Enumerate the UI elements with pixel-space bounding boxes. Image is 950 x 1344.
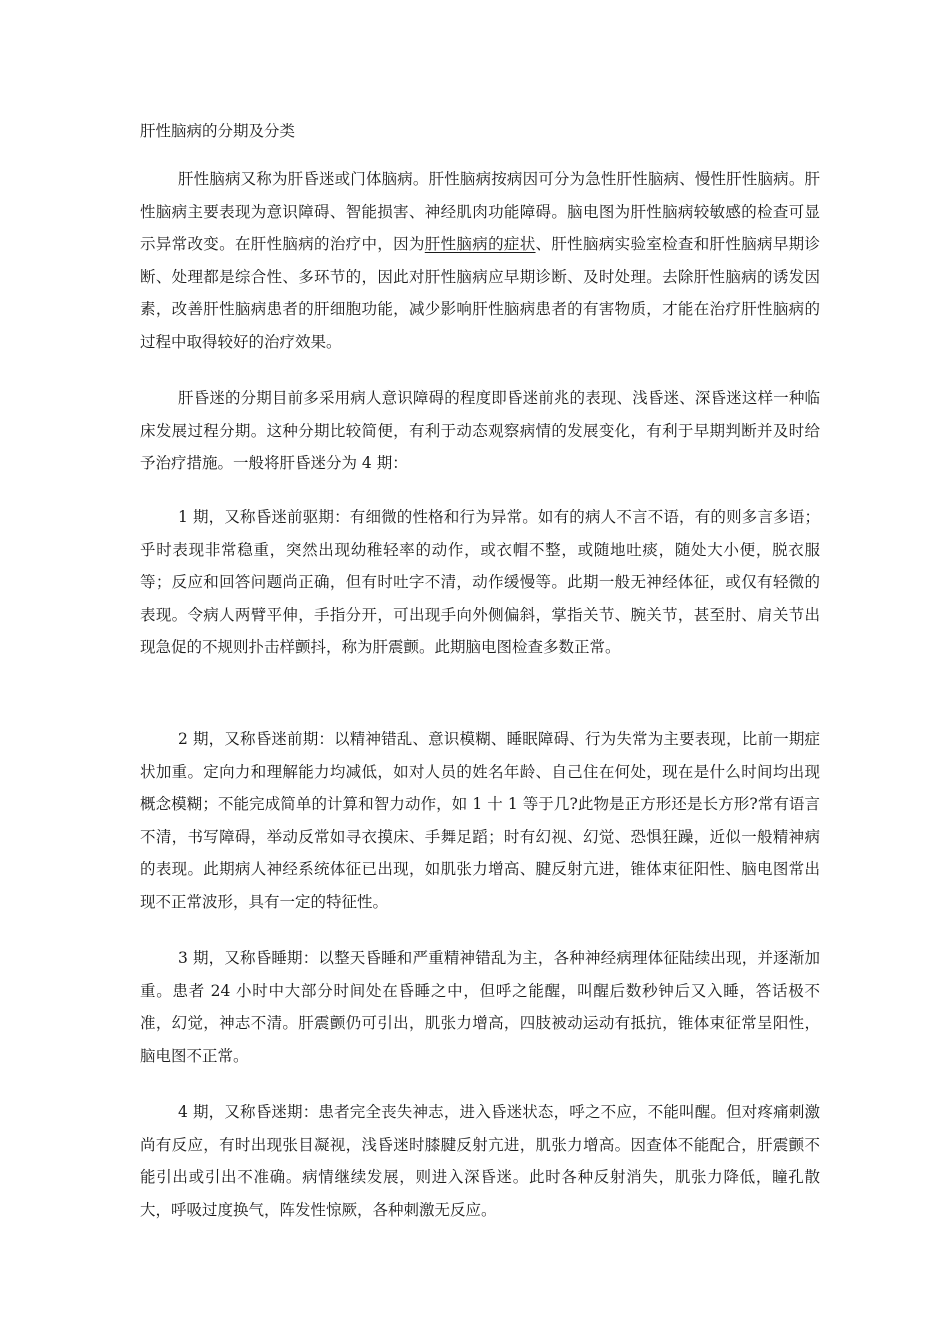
stage-4-paragraph: 4 期，又称昏迷期：患者完全丧失神志，进入昏迷状态，呼之不应，不能叫醒。但对疼痛刺激尚有反应，有时出现张目凝视，浅昏迷时膝腱反射亢进，肌张力增高。因查体不能配合，肝震颤不能引出或引出不准确。病情继续发展，则进入深昏迷。此时各种反射消失，肌张力降低，瞳孔散大，呼吸过度换气，阵发性惊厥，各种刺激无反应。 (140, 1103, 820, 1219)
symptoms-link[interactable]: 肝性脑病的症状 (424, 235, 536, 253)
stage-2-paragraph: 2 期，又称昏迷前期：以精神错乱、意识模糊、睡眠障碍、行为失常为主要表现，比前一期症状加重。定向力和理解能力均减低，如对人员的姓名年龄、自己住在何处，现在是什么时间均出现概念模糊；不能完成简单的计算和智力动作，如 1 十 1 等于几?此物是正方形还是长方形?常有语言不清，书写障碍，举动反常如寻衣摸床、手舞足蹈；时有幻视、幻觉、恐惧狂躁，近似一般精神病的表现。此期病人神经系统体征已出现，如肌张力增高、腱反射亢进，锥体束征阳性、脑电图常出现不正常波形，具有一定的特征性。 (140, 730, 820, 911)
intro-paragraph (140, 163, 820, 358)
document-title: 肝性脑病的分期及分类 (140, 122, 296, 140)
stage-1-paragraph: 1 期，又称昏迷前驱期：有细微的性格和行为异常。如有的病人不言不语，有的则多言多语；乎时表现非常稳重，突然出现幼稚轻率的动作，或衣帽不整，或随地吐痰，随处大小便，脱衣服等；反应和回答问题尚正确，但有时吐字不清，动作缓慢等。此期一般无神经体征，或仅有轻微的表现。令病人两臂平伸，手指分开，可出现手向外侧偏斜，掌指关节、腕关节，甚至肘、肩关节出现急促的不规则扑击样颤抖，称为肝震颤。此期脑电图检查多数正常。 (140, 508, 820, 656)
stage-3-paragraph: 3 期，又称昏睡期：以整天昏睡和严重精神错乱为主，各种神经病理体征陆续出现，并逐渐加重。患者 24 小时中大部分时间处在昏睡之中，但呼之能醒，叫醒后数秒钟后又入睡，答话极不准，幻觉，神志不清。肝震颤仍可引出，肌张力增高，四肢被动运动有抵抗，锥体束征常呈阳性，脑电图不正常。 (140, 949, 820, 1065)
staging-intro-paragraph: 肝昏迷的分期目前多采用病人意识障碍的程度即昏迷前兆的表现、浅昏迷、深昏迷这样一种临床发展过程分期。这种分期比较简便，有利于动态观察病情的发展变化，有利于早期判断并及时给予治疗措施。一般将肝昏迷分为 4 期： (140, 389, 820, 472)
intro-text-end: 、肝性脑病实验室检查和肝性脑病早期诊断、处理都是综合性、多环节的，因此对肝性脑病应早期诊断、及时处理。去除肝性脑病的诱发因素，改善肝性脑病患者的肝细胞功能，减少影响肝性脑病患者的有害物质，才能在治疗肝性脑病的过程中取得较好的治疗效果。 (140, 235, 820, 351)
intro-text-start: 肝性脑病又称为肝昏迷或门体脑病。肝性脑病按病因可分为急性肝性脑病、慢性肝性脑病。肝性脑病主要表现为意识障碍、智能损害、神经肌肉功能障碍。脑电图为肝性脑病较敏感的检查可显示异常改变。在肝性脑病的治疗中，因为 (140, 170, 820, 253)
